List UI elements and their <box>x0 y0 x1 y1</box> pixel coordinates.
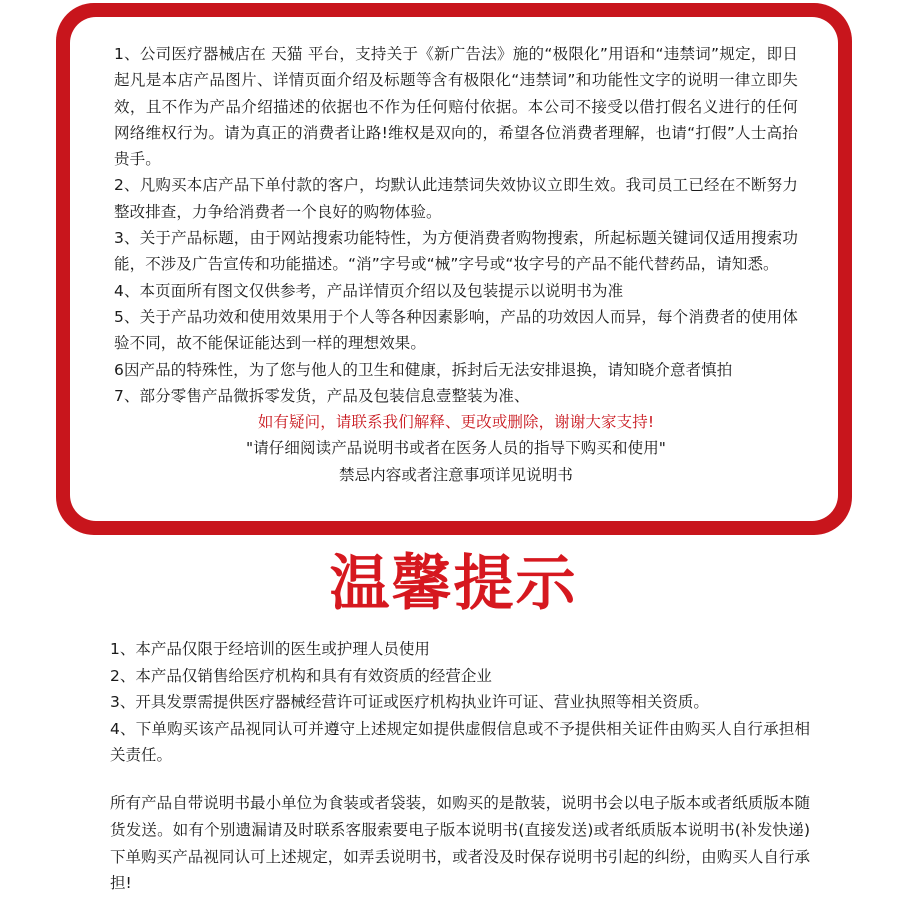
tip-item-2: 2、本产品仅销售给医疗机构和具有有效资质的经营企业 <box>110 666 492 685</box>
notice-item-1: 1、公司医疗器械店在 天猫 平台，支持关于《新广告法》施的“极限化”用语和“违禁词”规定，即日起凡是本店产品图片、详情页面介绍及标题等含有极限化“违禁词”和功能性文字的说明一律立即失效，且不作为产品介绍描述的依据也不作为任何赔付依据。本公司不接受以借打假名义进行的任何网络维权行为。请为真正的消费者让路!维权是双向的，希望各位消费者理解，也请“打假”人士高抬贵手。 <box>114 45 798 169</box>
notice-frame <box>56 3 852 535</box>
tip-item-4: 4、下单购买该产品视同认可并遵守上述规定如提供虚假信息或不予提供相关证件由购买人自行承担相关责任。 <box>110 719 810 764</box>
forbid-line: 禁忌内容或者注意事项详见说明书 <box>338 465 573 484</box>
notice-item-2: 2、凡购买本店产品下单付款的客户，均默认此违禁词失效协议立即生效。我司员工已经在不断努力整改排查，力争给消费者一个良好的购物体验。 <box>114 176 798 221</box>
notice-item-3: 3、关于产品标题，由于网站搜索功能特性，为方便消费者购物搜索，所起标题关键词仅适用搜索功能，不涉及广告宣传和功能描述。“消”字号或“械”字号或“妆字号的产品不能代替药品，请知悉。 <box>114 229 798 274</box>
notice-item-6: 6因产品的特殊性，为了您与他人的卫生和健康，拆封后无法安排退换，请知晓介意者慎拍 <box>114 360 733 379</box>
notice-item-4: 4、本页面所有图文仅供参考，产品详情页介绍以及包装提示以说明书为准 <box>114 281 624 300</box>
notice-item-7: 7、部分零售产品微拆零发货，产品及包装信息壹整装为准、 <box>114 386 530 405</box>
tips-list <box>110 636 810 769</box>
tip-item-3: 3、开具发票需提供医疗器械经营许可证或医疗机构执业许可证、营业执照等相关资质。 <box>110 693 709 711</box>
notice-box <box>70 17 838 521</box>
read-instructions-line: "请仔细阅读产品说明书或者在医务人员的指导下购买和使用" <box>245 439 667 458</box>
footer-note <box>110 790 810 897</box>
notice-item-5: 5、关于产品功效和使用效果用于个人等各种因素影响，产品的功效因人而异，每个消费者的使用体验不同，故不能保证能达到一样的理想效果。 <box>114 307 798 353</box>
footer-text: 所有产品自带说明书最小单位为食装或者袋装，如购买的是散装，说明书会以电子版本或者纸质版本随货发送。如有个别遗漏请及时联系客服索要电子版本说明书(直接发送)或者纸质版本说明书(补发快递)下单购买产品视同认可上述规定，如弄丢说明书，或者没及时保存说明书引起的纠纷，由购买人自行承担! <box>110 794 810 893</box>
page-title: 温馨提示 <box>329 549 578 619</box>
tip-item-1: 1、本产品仅限于经培训的医生或护理人员使用 <box>110 640 430 658</box>
contact-line: 如有疑问，请联系我们解释、更改或删除，谢谢大家支持! <box>257 413 655 432</box>
